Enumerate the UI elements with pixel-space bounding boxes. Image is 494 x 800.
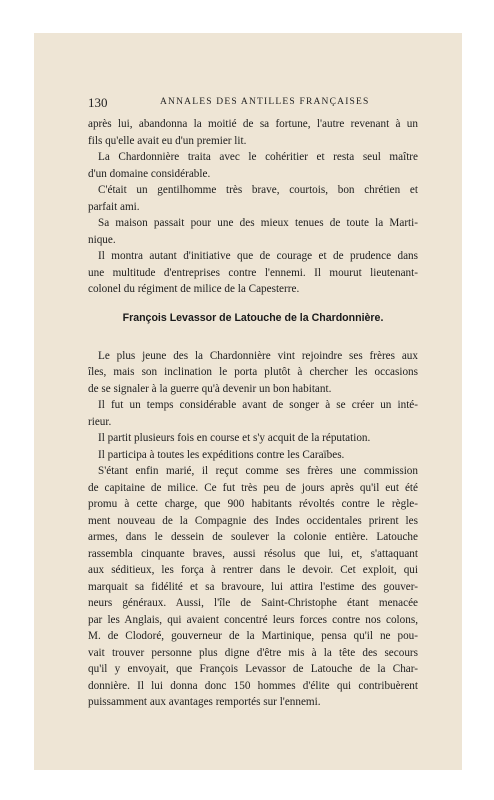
text-line: de se signaler à la guerre qu'à devenir un bon habitant.: [88, 382, 332, 395]
text-line: La Chardonnière traita avec le cohéritier et resta seul maître: [98, 151, 418, 163]
text-line: après lui, abandonna la moitié de sa fortune, l'autre revenant à un: [88, 118, 418, 130]
text-line: Sa maison passait pour une des mieux tenues de toute la Marti-: [98, 217, 418, 229]
text-line: ment nouveau de la Compagnie des Indes occidentales prirent les: [88, 514, 418, 527]
text-line: M. de Clodoré, gouverneur de la Martinique, pensa qu'il ne pou-: [88, 630, 418, 642]
text-line: rieur.: [88, 415, 112, 428]
text-line: vait trouver personne plus digne d'être mis à la tête des secours: [88, 646, 418, 659]
text-line: aux séditieux, les força à rentrer dans le devoir. Cet exploit, qui: [88, 564, 418, 576]
text-line: de capitaine de milice. Ce fut très peu de jours après qu'il eut été: [88, 481, 418, 494]
text-line: colonel du régiment de milice de la Capesterre.: [88, 283, 300, 295]
text-line: armes, dans le dessein de soulever la colonie entière. Latouche: [88, 531, 418, 543]
text-line: promu à cette charge, que 900 habitants révoltés contre le règle-: [88, 498, 418, 510]
text-line: S'étant enfin marié, il reçut comme ses frères une commission: [98, 465, 418, 477]
text-line: Il fut un temps considérable avant de songer à se créer un inté-: [98, 399, 418, 411]
heading-spacing: [88, 338, 418, 348]
text-line: donnière. Il lui donna donc 150 hommes d'élite qui contribuèrent: [88, 679, 418, 692]
text-line: rassembla cinquante braves, aussi résolus que lui, et, s'attaquant: [88, 547, 418, 560]
text-line: puissamment aux avantages remportés sur l'ennemi.: [88, 696, 321, 708]
text-line: parfait ami.: [88, 200, 140, 213]
page-number: 130: [88, 95, 108, 110]
text-line: marquait sa fidélité et sa bravoure, lui attira l'estime des gouver-: [88, 580, 418, 593]
section-2-text: [88, 348, 418, 711]
text-line: Il montra autant d'initiative que de courage et de prudence dans: [98, 250, 418, 262]
running-header: [88, 95, 418, 111]
running-title: ANNALES DES ANTILLES FRANÇAISES: [160, 97, 370, 107]
text-line: neurs généraux. Aussi, l'île de Saint-Christophe étant menacée: [88, 597, 418, 609]
text-line: Le plus jeune des la Chardonnière vint rejoindre ses frères aux: [98, 349, 418, 362]
text-line: qu'il y envoyait, que François Levassor de Latouche de la Char-: [88, 663, 418, 675]
section-heading: François Levassor de Latouche de la Chardonnière.: [122, 311, 384, 324]
text-line: d'un domaine considérable.: [88, 167, 211, 180]
text-line: par les Anglais, qui avaient concentré leurs forces contre nos colons,: [88, 613, 418, 626]
text-line: C'était un gentilhomme très brave, courtois, bon chrétien et: [98, 184, 418, 196]
text-line: fils qu'elle avait eu d'un premier lit.: [88, 134, 247, 147]
text-line: Il partit plusieurs fois en course et s'y acquit de la réputation.: [98, 432, 371, 444]
text-line: une multitude d'entreprises contre l'ennemi. Il mourut lieutenant-: [88, 266, 418, 279]
text-line: Il participa à toutes les expéditions contre les Caraïbes.: [98, 448, 345, 461]
section-1-text: [88, 116, 418, 298]
text-line: nique.: [88, 233, 116, 246]
text-line: îles, mais son inclination le porta plutôt à chercher les occasions: [88, 366, 418, 378]
page-body: [88, 116, 418, 711]
